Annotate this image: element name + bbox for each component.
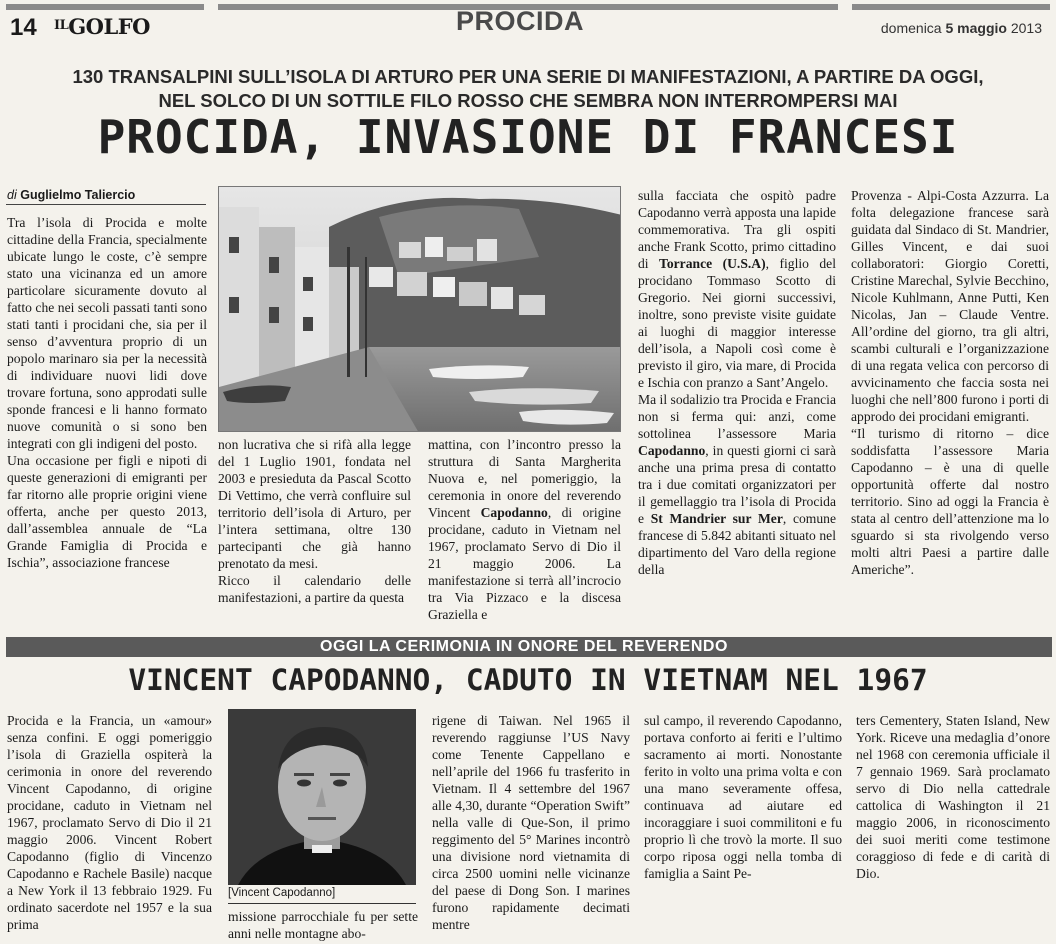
story1-column-3 [428, 436, 621, 634]
story1-col4-text-c: Ma il sodalizio tra Procida e Francia non si ferma qui: anzi, come sottolinea l’assessore Maria [638, 392, 836, 441]
date-day-month: 5 maggio [945, 20, 1007, 36]
story1-column-5 [851, 187, 1049, 634]
masthead-rule-left [6, 4, 204, 10]
story1-col3-para [428, 436, 621, 623]
band-text: OGGI LA CERIMONIA IN ONORE DEL REVERENDO [320, 638, 728, 655]
story2-column-4 [644, 712, 842, 942]
date-year: 2013 [1010, 20, 1042, 36]
section-title: PROCIDA [456, 6, 585, 36]
logo-il: IL [54, 18, 69, 33]
story2-col1-para: Procida e la Francia, un «amour» senza confini. E oggi pomeriggio l’isola di Graziella ospiterà la cerimonia in onore del reverendo Vincent Capodanno, di origine procidane, caduto in Vietnam nel 1967, proclamato Servo di Dio il 21 maggio 2006. Vincent Robert Capodanno (figlio di Vincenzo Capodanno e Rachele Basile) nacque a New York il 13 febbraio 1929. Fu ordinato sacerdote nel 1957 e la sua prima [7, 713, 212, 932]
page-number: 14 [10, 14, 37, 41]
port-photo [218, 186, 621, 432]
priest-portrait [228, 709, 416, 885]
main-headline: PROCIDA, INVASIONE DI FRANCESI [97, 110, 959, 164]
story1-col4-para2 [638, 391, 836, 578]
story1-col1-para1: Tra l’isola di Procida e molte cittadine della Francia, specialmente ubicate lungo le coste, c’è sempre stato una vicinanza ed un amore particolare sicuramente dovuto al fatto che nei secoli passati tanti sono stati tanti i procidani che, sia per il senso d’avventura proprio di un popolo marinaro sia per la necessità di individuare nuovi lidi dove trovare fortuna, sono approdati sulle sponde francesi e li hanno formato nuove comunità o si sono ben integrati con gli indigeni del posto. [7, 215, 207, 451]
priest-caption: [Vincent Capodanno] [228, 887, 336, 899]
byline-prefix: di [7, 188, 17, 202]
story1-col2-para2: Ricco il calendario delle manifestazioni, a partire da questa [218, 573, 411, 605]
story1-col2-para1: non lucrativa che si rifà alla legge del 1 Luglio 1901, fondata nel 2003 e presieduta da Pascal Scotto Di Vettimo, che verrà confluire sul territorio dell’isola di Arturo, per l’intera settimana, oltre 130 partecipanti che già hanno prenotato da mesi. [218, 437, 411, 571]
story1-col4-bold-capodanno: Capodanno [638, 443, 706, 458]
byline-author: Guglielmo Taliercio [20, 188, 136, 202]
story2-col2-para: missione parrocchiale fu per sette anni nelle montagne abo- [228, 909, 418, 941]
story1-col3-text-a: mattina, con l’incontro presso la struttura di Santa Margherita Nuova e, nel pomeriggio, la ceremonia in onore del reverendo Vincent [428, 437, 621, 520]
story2-col5-para: ters Cementery, Staten Island, New York. Riceve una medaglia d’onore nel 1968 con ceremonia ufficiale il 7 gennaio 1969. Sarà proclamato servo di Dio nella cattedrale cattolica di Washington il 21 maggio 2006, in riconoscimento dei suoi meriti come testimone coraggioso di fede e di carità di Dio. [856, 713, 1050, 881]
story1-column-2 [218, 436, 411, 634]
story1-col4-text-b: , figlio del procidano Tommaso Scotto di Gregorio. Nei giorni successivi, inoltre, sono previste visite guidate ai luoghi di maggior interesse dell’isola, a Napoli così come è previsto il giro, via mare, di Procida e Ischia con pranzo a Sant’Angelo. [638, 256, 836, 390]
story1-col4-para1 [638, 187, 836, 391]
issue-date [881, 20, 1042, 36]
story1-col3-text-b: , di origine procidane, caduto in Vietnam nel 1967, proclamato Servo di Dio il 21 maggio 2006. La manifestazione si terrà all’incrocio tra Via Pizzaco e la discesa Graziella e [428, 505, 621, 622]
story1-col5-para2: “Il turismo di ritorno – dice soddisfatta l’assessore Maria Capodanno – è una di quelle opportunità offerte dal nostro territorio. Sino ad oggi la Francia è stata al centro dell’attenzione ma lo sguardo si sta rivolgendo verso molti altri Paesi a partire dalle Americhe”. [851, 426, 1049, 577]
caption-rule [228, 903, 416, 904]
story1-col4-bold-mandrier: St Mandrier sur Mer [650, 511, 783, 526]
byline-rule [6, 204, 206, 205]
section-band [6, 637, 1052, 657]
byline [7, 188, 135, 202]
story1-column-4 [638, 187, 836, 634]
story1-col1-para2: Una occasione per figli e nipoti di queste generazioni di emigranti per far ritorno alle proprie origini viene offerta, anche per questo 2013, dall’assemblea annuale de “La Grande Famiglia di Procida e Ischia”, associazione francese [7, 453, 207, 570]
story2-col3-para: rigene di Taiwan. Nel 1965 il reverendo raggiunse l’US Navy come Tenente Cappellano e nell’aprile del 1966 fu trasferito in Vietnam. Il 4 settembre del 1967 alle 4,30, durante “Operation Swift” nella valle di Que-Son, il primo reggimento del 5° Marines incontrò una divisione nord vietnamita di circa 2500 uomini nelle vicinanze del paese di Dong Son. I marines furono rapidamente decimati mentre [432, 713, 630, 932]
kicker-line-1: 130 TRANSALPINI SULL’ISOLA DI ARTURO PER UNA SERIE DI MANIFESTAZIONI, A PARTIRE DA OGGI, [72, 66, 984, 87]
priest-portrait-image [228, 709, 416, 885]
date-weekday: domenica [880, 20, 942, 36]
story2-headline: VINCENT CAPODANNO, CADUTO IN VIETNAM NEL 1967 [128, 663, 928, 697]
story1-col4-text-a: sulla facciata che ospitò padre Capodanno verrà apposta una lapide commemorativa. Tra gli ospiti anche Frank Scotto, primo cittadino di [638, 188, 836, 271]
newspaper-logo [54, 14, 150, 39]
story2-column-1 [7, 712, 212, 942]
story1-col5-para1: Provenza - Alpi-Costa Azzurra. La folta delegazione francese sarà guidata dal Sindaco di St. Mandrier, Gilles Vincent, e dai suoi collaboratori: Giorgio Coretti, Cristine Marechal, Sylvie Becchino, Nicole Kuhlmann, Anne Putti, Ken Nicolas, Jan – Claude Ventre. All’ordine del giorno, tra gli altri, scambi culturali e l’organizzazione di una regata velica con percorso di avvicinamento che faccia sosta nei luoghi che nell’800 furono i porti di approdo dei procidani emigranti. [851, 188, 1049, 424]
story1-col3-bold-capodanno: Capodanno [480, 505, 548, 520]
story1-column-1 [7, 214, 207, 634]
story1-col4-text-e: , comune francese di 5.842 abitanti situato nel dipartimento del Varo della regione della [638, 511, 836, 577]
masthead [0, 0, 1056, 46]
kicker-line-2: NEL SOLCO DI UN SOTTILE FILO ROSSO CHE SEMBRA NON INTERROMPERSI MAI [158, 90, 898, 111]
masthead-rule-right [852, 4, 1050, 10]
story2-column-5 [856, 712, 1050, 942]
story2-column-3 [432, 712, 630, 942]
story2-col4-para: sul campo, il reverendo Capodanno, portava conforto ai feriti e l’ultimo sacramento ai morti. Nonostante ferito in volto una prima volta e con una mano severamente offesa, continuava ad aiutare ed incoraggiare i suoi commilitoni e fu proprio lì che trovò la morte. Il suo corpo riposa oggi nella tomba di famiglia a Saint Pe- [644, 713, 842, 881]
story1-col4-bold-torrance: Torrance (U.S.A) [659, 256, 766, 271]
logo-main: GOLFO [68, 14, 150, 39]
story2-column-2 [228, 908, 418, 944]
port-photo-image [219, 187, 621, 432]
story1-col4-text-d: , in questi giorni ci sarà anche una prima presa di contatto tra i due comitati organizzatori per il gemellaggio tra l’isola di Procida e [638, 443, 836, 526]
